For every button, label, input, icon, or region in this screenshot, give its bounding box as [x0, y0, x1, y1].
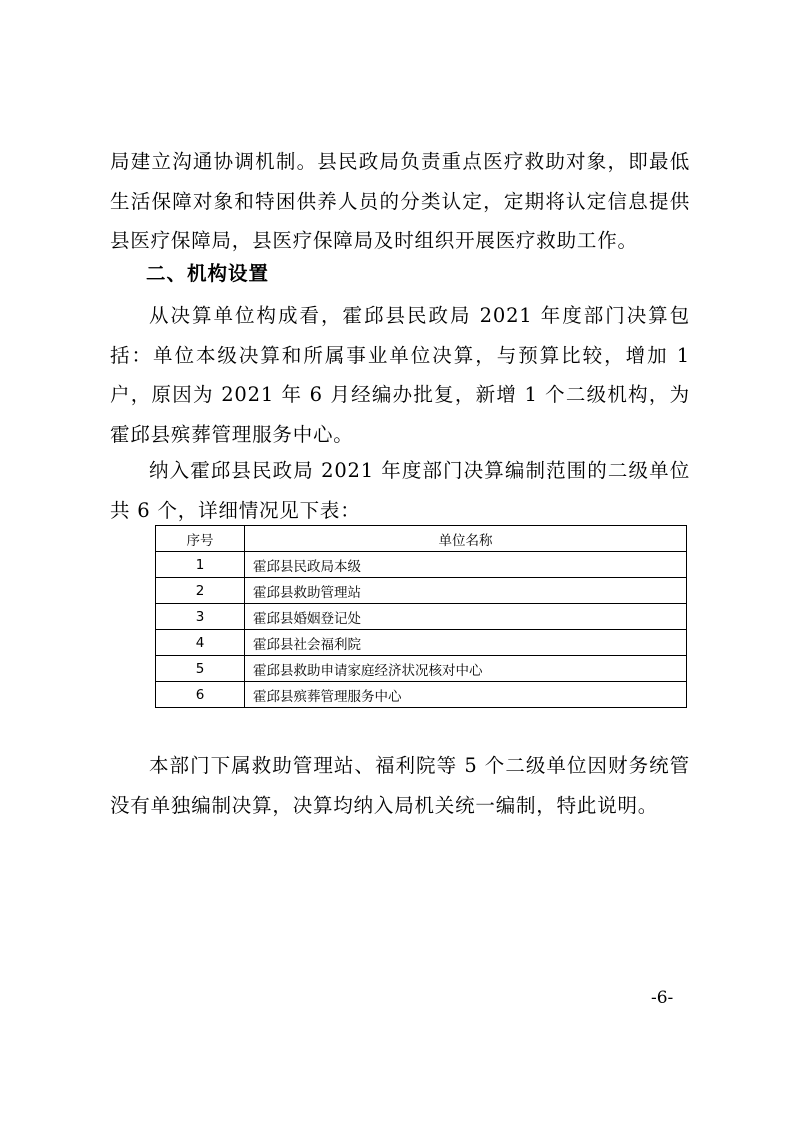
row-unit-name: 霍邱县救助申请家庭经济状况核对中心 — [245, 656, 687, 682]
row-unit-name: 霍邱县民政局本级 — [245, 552, 687, 578]
paragraph-intro: 局建立沟通协调机制。县民政局负责重点医疗救助对象，即最低生活保障对象和特困供养人员的分类认定，定期将认定信息提供县医疗保障局，县医疗保障局及时组织开展医疗救助工作。 — [110, 150, 690, 253]
table-row — [156, 656, 687, 682]
row-unit-name: 霍邱县婚姻登记处 — [245, 604, 687, 630]
paragraph-composition: 从决算单位构成看，霍邱县民政局 2021 年度部门决算包括：单位本级决算和所属事业单位决算，与预算比较，增加 1 户，原因为 2021 年 6 月经编办批复，新增 1 个二级机构，为霍邱县殡葬管理服务中心。 — [110, 304, 690, 446]
table-row — [156, 604, 687, 630]
header-unit-name: 单位名称 — [245, 526, 687, 552]
row-index: 4 — [156, 630, 245, 656]
row-index: 6 — [156, 682, 245, 708]
row-unit-name: 霍邱县殡葬管理服务中心 — [245, 682, 687, 708]
row-unit-name: 霍邱县社会福利院 — [245, 630, 687, 656]
paragraph-note: 本部门下属救助管理站、福利院等 5 个二级单位因财务统管没有单独编制决算，决算均纳入局机关统一编制，特此说明。 — [110, 754, 690, 817]
table-header-row — [156, 526, 687, 552]
table-row — [156, 552, 687, 578]
table-row — [156, 630, 687, 656]
row-index: 5 — [156, 656, 245, 682]
paragraph-scope: 纳入霍邱县民政局 2021 年度部门决算编制范围的二级单位共 6 个，详细情况见下表： — [110, 459, 690, 522]
row-index: 3 — [156, 604, 245, 630]
header-index: 序号 — [156, 526, 245, 552]
row-unit-name: 霍邱县救助管理站 — [245, 578, 687, 604]
page-number: -6- — [651, 988, 674, 1008]
row-index: 1 — [156, 552, 245, 578]
table-row — [156, 578, 687, 604]
section-heading: 二、机构设置 — [146, 262, 270, 285]
table-row — [156, 682, 687, 708]
row-index: 2 — [156, 578, 245, 604]
units-table — [155, 525, 687, 708]
